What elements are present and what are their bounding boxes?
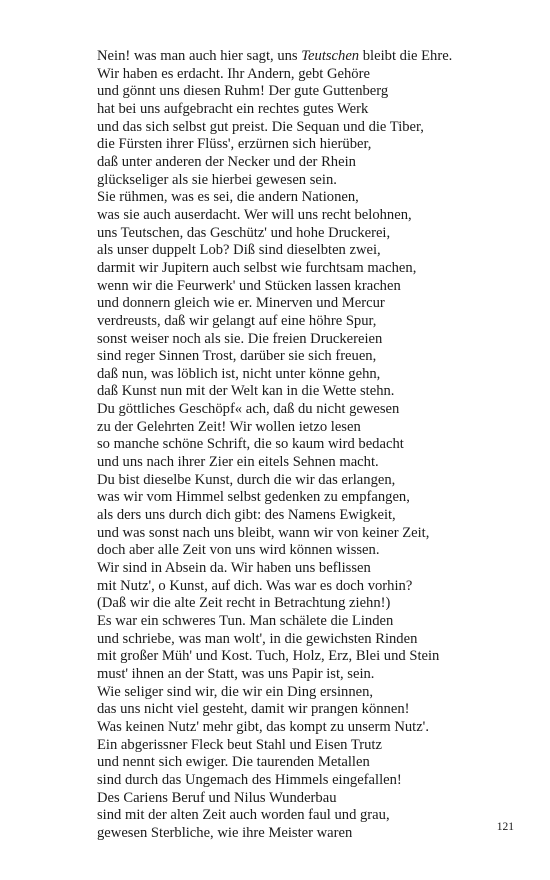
poem-line: must' ihnen an der Statt, was uns Papir ist, sein. [97,665,375,682]
poem-line: und schriebe, was man wolt', in die gewichsten Rinden [97,630,418,647]
poem-line: daß Kunst nun mit der Welt kan in die Wette stehn. [97,383,395,400]
poem-line: was wir vom Himmel selbst gedenken zu empfangen, [97,489,410,506]
poem-line: und das sich selbst gut preist. Die Sequan und die Tiber, [97,118,424,135]
poem-line: glückseliger als sie hierbei gewesen sein. [97,171,337,188]
poem-line: und gönnt uns diesen Ruhm! Der gute Guttenberg [97,83,389,100]
poem-line: und nennt sich ewiger. Die taurenden Metallen [97,754,370,771]
poem-line: als ders uns durch dich gibt: des Namens Ewigkeit, [97,507,396,524]
poem-line: und donnern gleich wie er. Minerven und Mercur [97,295,385,312]
poem-line: uns Teutschen, das Geschütz' und hohe Druckerei, [97,224,391,241]
poem-line: mit großer Müh' und Kost. Tuch, Holz, Erz, Blei und Stein [97,648,440,665]
poem-line: hat bei uns aufgebracht ein rechtes gutes Werk [97,100,369,117]
poem-line: daß nun, was löblich ist, nicht unter könne gehn, [97,365,381,382]
poem-line: als unser duppelt Lob? Diß sind dieselbten zwei, [97,242,381,259]
poem-line: mit Nutz', o Kunst, auf dich. Was war es doch vorhin? [97,577,413,594]
poem-line: wenn wir die Feurwerk' und Stücken lassen krachen [97,277,401,294]
poem-line: doch aber alle Zeit von uns wird können wissen. [97,542,380,559]
page-number: 121 [496,821,514,833]
poem-line: Wie seliger sind wir, die wir ein Ding ersinnen, [97,683,374,700]
poem-line: und uns nach ihrer Zier ein eitels Sehnen macht. [97,454,379,471]
poem-line: (Daß wir die alte Zeit recht in Betrachtung ziehn!) [97,595,391,612]
poem-line: Des Cariens Beruf und Nilus Wunderbau [97,789,337,806]
poem-line: Es war ein schweres Tun. Man schälete die Linden [97,613,394,629]
poem-line: verdreusts, daß wir gelangt auf eine höhre Spur, [97,312,377,329]
line-text: bleibt die Ehre. [359,48,453,64]
poem-line: so manche schöne Schrift, die so kaum wird bedacht [97,436,404,453]
poem-line: zu der Gelehrten Zeit! Wir wollen ietzo lesen [97,418,361,435]
poem-line: das uns nicht viel gesteht, damit wir prangen können! [97,701,410,718]
poem-line: und was sonst nach uns bleibt, wann wir von keiner Zeit, [97,524,430,541]
poem-line: sind reger Sinnen Trost, darüber sie sich freuen, [97,348,377,365]
poem-line: sind mit der alten Zeit auch worden faul und grau, [97,807,390,824]
poem-line: gewesen Sterbliche, wie ihre Meister waren [97,824,353,841]
poem-line: Sie rühmen, was es sei, die andern Nationen, [97,189,359,206]
poem-line: Du göttliches Geschöpf« ach, daß du nicht gewesen [97,401,400,418]
poem-line: was sie auch auserdacht. Wer will uns recht belohnen, [97,206,412,223]
poem-line: Was keinen Nutz' mehr gibt, das kompt zu unserm Nutz'. [97,718,429,735]
line-text: Nein! was man auch hier sagt, uns [97,48,302,64]
poem-line: Du bist dieselbe Kunst, durch die wir das erlangen, [97,471,396,488]
poem-line: sind durch das Ungemach des Himmels eingefallen! [97,771,402,788]
emphasized-word: Teutschen [301,48,360,64]
poem-line-first [97,48,517,66]
poem-line: sonst weiser noch als sie. Die freien Druckereien [97,330,383,347]
poem-line: Ein abgerissner Fleck beut Stahl und Eisen Trutz [97,736,382,753]
poem-line: Wir sind in Absein da. Wir haben uns beflissen [97,560,371,577]
poem-text [97,48,517,843]
poem-line: darmit wir Jupitern auch selbst wie furchtsam machen, [97,259,417,276]
poem-line: die Fürsten ihrer Flüss', erzürnen sich hierüber, [97,136,372,153]
poem-line: Wir haben es erdacht. Ihr Andern, gebt Gehöre [97,65,370,82]
poem-line: daß unter anderen der Necker und der Rhein [97,153,356,170]
